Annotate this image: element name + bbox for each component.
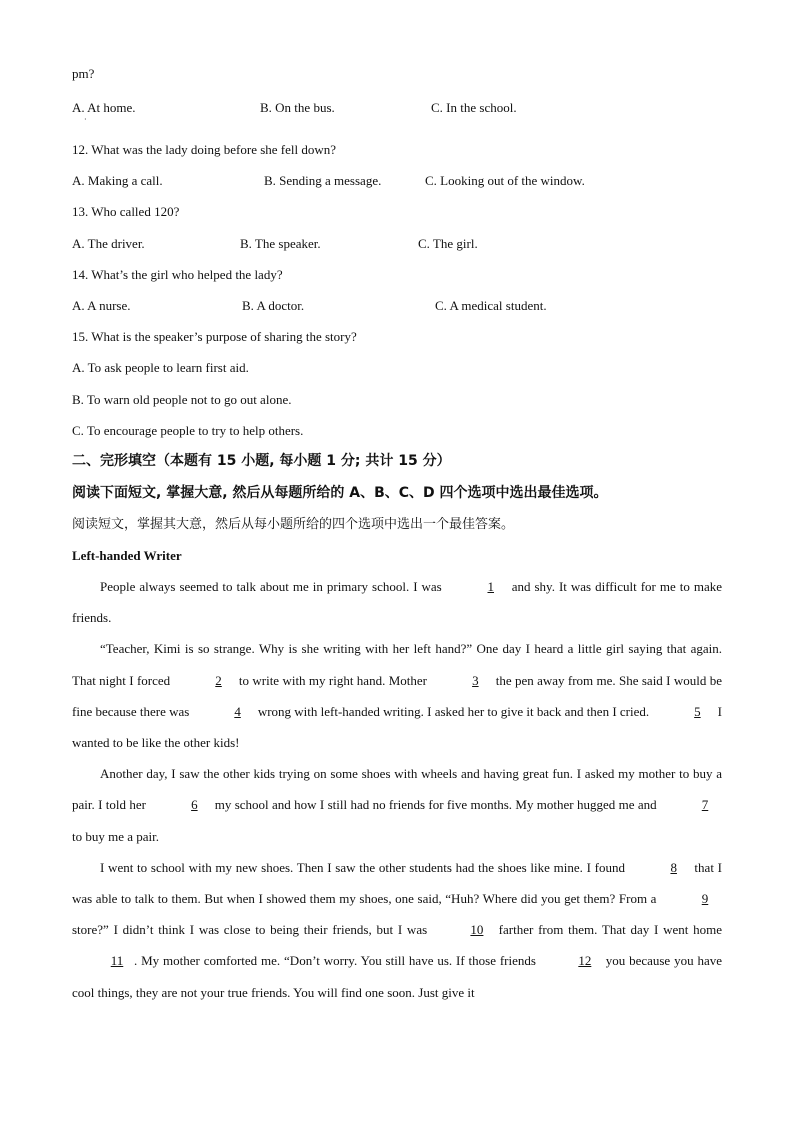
q12-stem: 12. What was the lady doing before she fell down?	[72, 142, 337, 157]
q12-option-c: C. Looking out of the window.	[425, 173, 585, 188]
blank-9: 9	[701, 891, 709, 907]
q13-option-c: C. The girl.	[418, 236, 478, 251]
paragraph-1: People always seemed to talk about me in primary school. I was 1 and shy. It was difficult for me to make friends.	[72, 571, 722, 633]
passage-title: Left-handed Writer	[72, 548, 182, 563]
blank-7: 7	[701, 797, 709, 813]
q14-option-c: C. A medical student.	[435, 298, 547, 313]
blank-1: 1	[487, 579, 494, 594]
q12-option-a: A. Making a call.	[72, 173, 163, 188]
q13-option-b: B. The speaker.	[240, 236, 321, 251]
paragraph-4: I went to school with my new shoes. Then I saw the other students had the shoes like mine. I found 8 that I was able to talk to them. But when I showed them my shoes, one said, “Huh? Where did you get them? From a 9 store?” I didn’t think I was close to being their friends, but I was 10 farther from them. That day I went home 11 . My mother comforted me. “Don’t worry. You still have us. If those friends 12 you because you have cool things, they are not your true friends. You will find one soon. Just give it	[72, 852, 722, 1008]
blank-12: 12	[578, 953, 592, 969]
section-heading: 二、完形填空（本题有 15 小题, 每小题 1 分; 共计 15 分）	[72, 453, 451, 469]
blank-3: 3	[472, 672, 479, 688]
section-instruction: 阅读短文，掌握其大意，然后从每小题所给的四个选项中选出一个最佳答案。	[72, 517, 515, 532]
q13-option-a: A. The driver.	[72, 236, 145, 251]
q12-option-b: B. Sending a message.	[264, 173, 382, 188]
q11-option-c: C. In the school.	[431, 100, 517, 115]
q14-option-a: A. A nurse.	[72, 298, 131, 313]
stray-dot: ·	[84, 115, 87, 124]
q11-option-a: A. At home.	[72, 100, 136, 115]
q15-option-b: B. To warn old people not to go out alone.	[72, 392, 292, 407]
q14-option-b: B. A doctor.	[242, 298, 305, 313]
q15-option-a: A. To ask people to learn first aid.	[72, 360, 249, 375]
q15-option-c: C. To encourage people to try to help others.	[72, 423, 304, 438]
blank-10: 10	[470, 922, 484, 938]
section-instruction-bold: 阅读下面短文, 掌握大意, 然后从每题所给的 A、B、C、D 四个选项中选出最佳选项。	[72, 485, 608, 501]
blank-4: 4	[234, 703, 241, 719]
q11-tail: pm?	[72, 66, 95, 81]
q13-stem: 13. Who called 120?	[72, 204, 180, 219]
passage	[72, 571, 722, 1008]
blank-11: 11	[110, 953, 124, 969]
blank-2: 2	[215, 672, 222, 688]
blank-5: 5	[694, 703, 701, 719]
q14-stem: 14. What’s the girl who helped the lady?	[72, 267, 283, 282]
paragraph-3: Another day, I saw the other kids trying on some shoes with wheels and having great fun. I asked my mother to buy a pair. I told her 6 my school and how I still had no friends for five months. My mother hugged me and 7 to buy me a pair.	[72, 766, 722, 844]
blank-6: 6	[191, 797, 198, 813]
paragraph-2: “Teacher, Kimi is so strange. Why is she writing with her left hand?” One day I heard a little girl saying that again. That night I forced 2 to write with my right hand. Mother 3 the pen away from me. She said I would be fine because there was 4 wrong with left-handed writing. I asked her to give it back and then I cried. 5 I wanted to be like the other kids!	[72, 641, 723, 751]
q15-stem: 15. What is the speaker’s purpose of sharing the story?	[72, 329, 357, 344]
blank-8: 8	[670, 859, 677, 875]
q11-option-b: B. On the bus.	[260, 100, 335, 115]
